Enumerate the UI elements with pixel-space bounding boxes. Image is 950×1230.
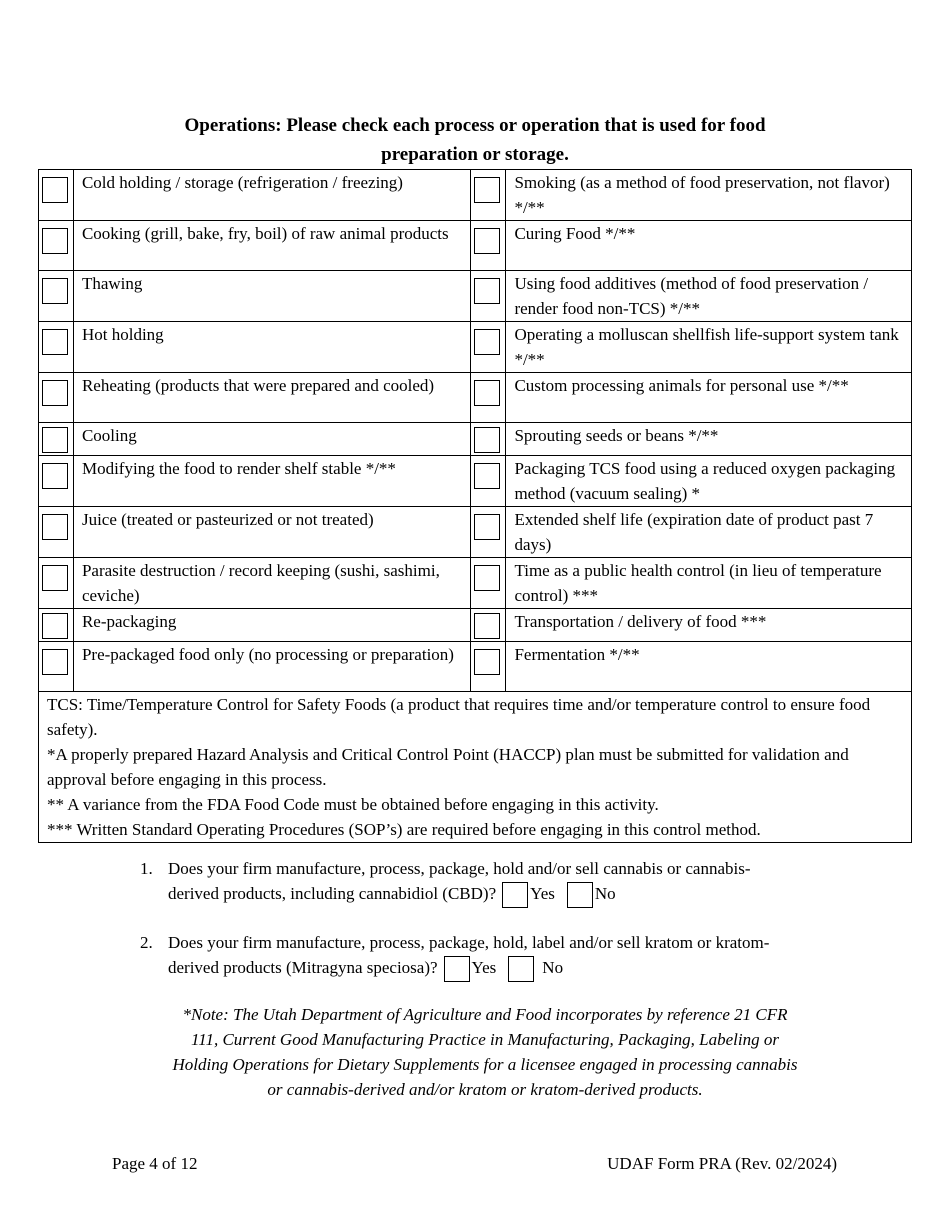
tcs-note: TCS: Time/Temperature Control for Safety Foods (a product that requires time and/or temperature control to ensure food safety).: [47, 695, 871, 739]
operation-checkbox[interactable]: [474, 565, 500, 591]
heading-line-2: preparation or storage.: [381, 144, 569, 165]
operation-checkbox[interactable]: [42, 278, 68, 304]
table-notes: [39, 692, 912, 843]
no-label: No: [542, 958, 564, 977]
question-kratom: [140, 930, 860, 982]
question-text-line-1: Does your firm manufacture, process, package, hold and/or sell cannabis or cannabis-: [168, 859, 751, 878]
heading-line-1: Operations: Please check each process or operation that is used for food: [184, 115, 766, 136]
table-row: [39, 170, 912, 221]
question-text-line-1: Does your firm manufacture, process, package, hold, label and/or sell kratom or kratom-: [168, 933, 770, 952]
cfr-note: [130, 1002, 840, 1102]
operation-label: Thawing: [73, 271, 471, 322]
table-row: [39, 456, 912, 507]
operation-label: Cooking (grill, bake, fry, boil) of raw animal products: [73, 221, 471, 271]
table-row: [39, 609, 912, 642]
operation-checkbox[interactable]: [42, 228, 68, 254]
kratom-yes-checkbox[interactable]: [444, 956, 470, 982]
note-line: *Note: The Utah Department of Agriculture and Food incorporates by reference 21 CFR: [182, 1005, 788, 1024]
operation-label: Re-packaging: [73, 609, 471, 642]
operation-checkbox[interactable]: [42, 329, 68, 355]
question-cannabis: [140, 856, 860, 908]
note-line: Holding Operations for Dietary Supplements for a licensee engaged in processing cannabis: [172, 1055, 798, 1074]
operation-label: Smoking (as a method of food preservation, not flavor) */**: [506, 170, 912, 221]
operation-label: Hot holding: [73, 322, 471, 373]
table-notes-row: [39, 692, 912, 843]
operation-checkbox[interactable]: [42, 565, 68, 591]
operation-label: Using food additives (method of food preservation / render food non-TCS) */**: [506, 271, 912, 322]
operation-label: Juice (treated or pasteurized or not treated): [73, 507, 471, 558]
table-row: [39, 221, 912, 271]
no-label: No: [594, 884, 616, 903]
operation-checkbox[interactable]: [474, 514, 500, 540]
operation-checkbox[interactable]: [42, 380, 68, 406]
question-text-line-2: derived products, including cannabidiol (CBD)?: [168, 884, 497, 903]
table-row: [39, 322, 912, 373]
operation-checkbox[interactable]: [42, 649, 68, 675]
operation-label: Pre-packaged food only (no processing or preparation): [73, 642, 471, 692]
operation-label: Time as a public health control (in lieu of temperature control) ***: [506, 558, 912, 609]
operation-label: Cooling: [73, 423, 471, 456]
operation-label: Packaging TCS food using a reduced oxygen packaging method (vacuum sealing) *: [506, 456, 912, 507]
operation-label: Fermentation */**: [506, 642, 912, 692]
operation-label: Transportation / delivery of food ***: [506, 609, 912, 642]
operation-checkbox[interactable]: [474, 278, 500, 304]
operation-checkbox[interactable]: [474, 329, 500, 355]
page-number: Page 4 of 12: [112, 1154, 198, 1173]
table-row: [39, 642, 912, 692]
section-heading: [0, 111, 950, 169]
cannabis-no-checkbox[interactable]: [567, 882, 593, 908]
variance-note: ** A variance from the FDA Food Code must be obtained before engaging in this activity.: [47, 795, 659, 814]
operation-checkbox[interactable]: [474, 613, 500, 639]
operation-checkbox[interactable]: [42, 514, 68, 540]
table-row: [39, 423, 912, 456]
operation-checkbox[interactable]: [474, 228, 500, 254]
operation-label: Cold holding / storage (refrigeration / freezing): [73, 170, 471, 221]
question-text-line-2: derived products (Mitragyna speciosa)?: [168, 958, 438, 977]
sop-note: *** Written Standard Operating Procedures (SOP’s) are required before engaging in this control method.: [47, 820, 761, 839]
operation-checkbox[interactable]: [474, 649, 500, 675]
yes-label: Yes: [471, 958, 497, 977]
haccp-note: *A properly prepared Hazard Analysis and Critical Control Point (HACCP) plan must be submitted for validation and approval before engaging in this process.: [47, 745, 849, 789]
operation-checkbox[interactable]: [42, 463, 68, 489]
operation-checkbox[interactable]: [42, 613, 68, 639]
note-line: 111, Current Good Manufacturing Practice in Manufacturing, Packaging, Labeling or: [190, 1030, 779, 1049]
question-number: 2.: [140, 933, 153, 952]
operation-checkbox[interactable]: [474, 380, 500, 406]
table-row: [39, 507, 912, 558]
operation-label: Reheating (products that were prepared and cooled): [73, 373, 471, 423]
operation-label: Extended shelf life (expiration date of product past 7 days): [506, 507, 912, 558]
table-row: [39, 373, 912, 423]
operation-checkbox[interactable]: [42, 177, 68, 203]
operations-table: [38, 169, 912, 843]
operation-label: Curing Food */**: [506, 221, 912, 271]
operation-checkbox[interactable]: [42, 427, 68, 453]
question-number: 1.: [140, 859, 153, 878]
table-row: [39, 271, 912, 322]
operation-checkbox[interactable]: [474, 427, 500, 453]
operation-label: Custom processing animals for personal use */**: [506, 373, 912, 423]
note-line: or cannabis-derived and/or kratom or kratom-derived products.: [267, 1080, 703, 1099]
cannabis-yes-checkbox[interactable]: [502, 882, 528, 908]
table-row: [39, 558, 912, 609]
operation-checkbox[interactable]: [474, 177, 500, 203]
operation-label: Parasite destruction / record keeping (sushi, sashimi, ceviche): [73, 558, 471, 609]
operation-label: Sprouting seeds or beans */**: [506, 423, 912, 456]
kratom-no-checkbox[interactable]: [508, 956, 534, 982]
form-revision: UDAF Form PRA (Rev. 02/2024): [607, 1154, 837, 1173]
operation-label: Modifying the food to render shelf stable */**: [73, 456, 471, 507]
operation-label: Operating a molluscan shellfish life-support system tank */**: [506, 322, 912, 373]
operation-checkbox[interactable]: [474, 463, 500, 489]
yes-label: Yes: [530, 884, 555, 903]
